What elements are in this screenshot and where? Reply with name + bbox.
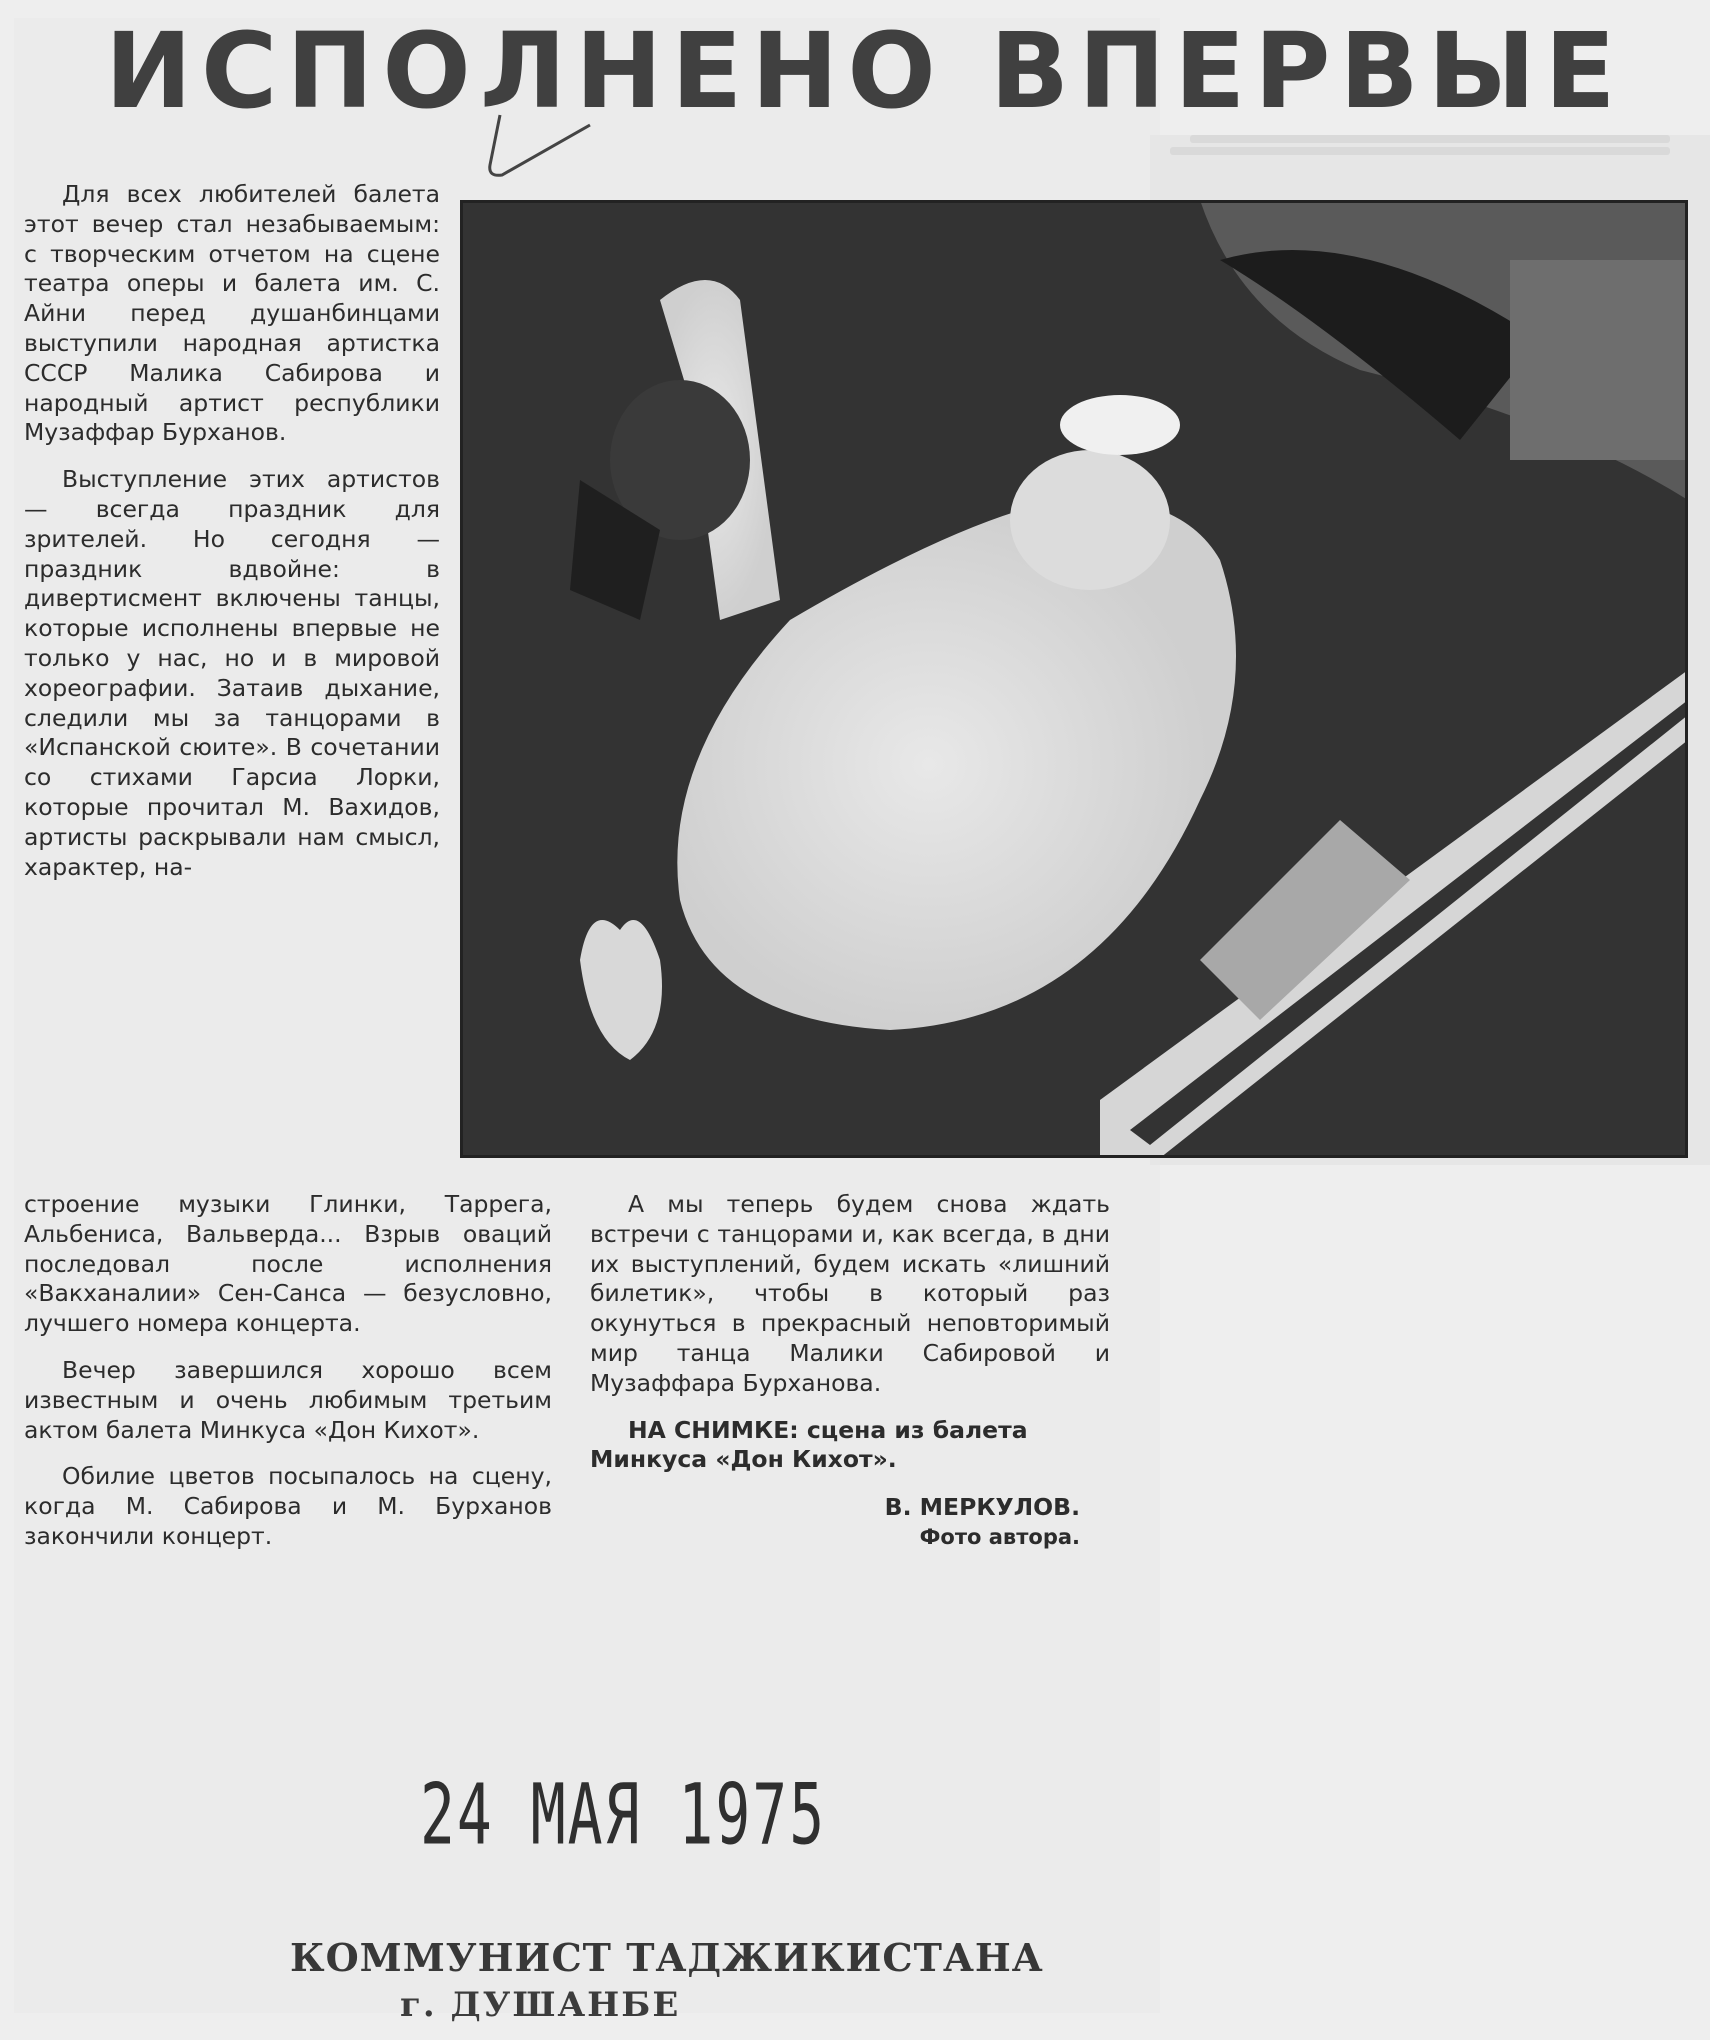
article-column-1-continued (24, 1190, 552, 1569)
photo-caption: НА СНИМКЕ: сцена из балета Минкуса «Дон Кихот». (590, 1415, 1028, 1474)
paragraph: Для всех любителей балета этот вечер стал незабываемым: с творческим отчетом на сцене театра оперы и балета им. С. Айни перед душанбинцами выступили народная артистка СССР Малика Сабирова и народный артист республики Музаффар Бурханов. (24, 180, 440, 447)
city-stamp: г. ДУШАНБЕ (400, 1985, 681, 2025)
author-signature: В. МЕРКУЛОВ. (884, 1493, 1080, 1522)
newspaper-stamp: КОММУНИСТ ТАДЖИКИСТАНА (290, 1935, 1044, 1980)
article-column-1 (24, 180, 440, 899)
photo-credit: Фото автора. (919, 1524, 1080, 1549)
paragraph: Обилие цветов посыпалось на сцену, когда М. Сабирова и М. Бурханов закончили концерт. (24, 1462, 552, 1550)
paragraph: Вечер завершился хорошо всем известным и очень любимым третьим актом балета Минкуса «Дон Кихот». (24, 1355, 552, 1444)
ballet-photo (460, 200, 1688, 1158)
article-column-2 (590, 1190, 1110, 1553)
paragraph: Выступление этих артистов — всегда праздник для зрителей. Но сегодня — праздник вдвойне: в дивертисмент включены танцы, которые исполнены впервые не только у нас, но и в мировой хореографии. Затаив дыхание, следили мы за танцорами в «Испанской сюите». В сочетании со стихами Гарсиа Лорки, которые прочитал М. Вахидов, артисты раскрывали нам смысл, характер, на- (24, 465, 440, 881)
paragraph: А мы теперь будем снова ждать встречи с танцорами и, как всегда, в дни их выступлений, будем искать «лишний билетик», чтобы в который раз окунуться в прекрасный неповторимый мир танца Малики Сабировой и Музаффара Бурханова. (590, 1190, 1110, 1397)
article-title: ИСПОЛНЕНО ВПЕРВЫЕ (105, 10, 1625, 132)
date-stamp: 24 МАЯ 1975 (420, 1765, 827, 1864)
paragraph: строение музыки Глинки, Таррега, Альбениса, Вальверда... Взрыв оваций последовал после исполнения «Вакханалии» Сен-Санса — безусловно, лучшего номера концерта. (24, 1190, 552, 1338)
